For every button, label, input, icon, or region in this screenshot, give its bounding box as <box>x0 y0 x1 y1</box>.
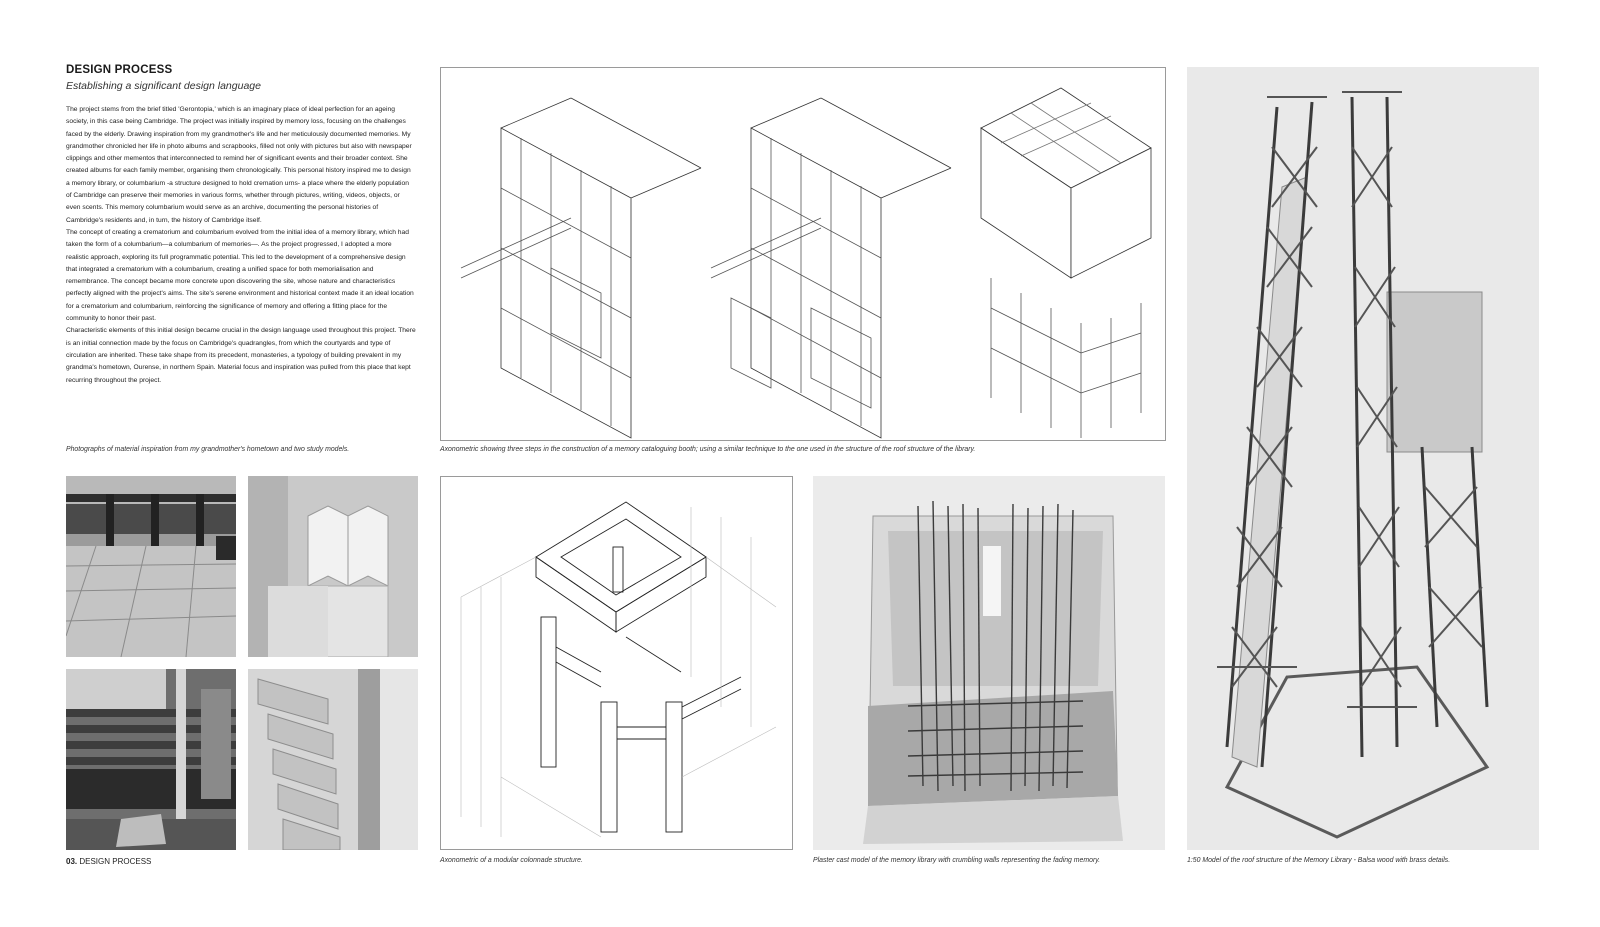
page-subtitle: Establishing a significant design language <box>66 80 261 92</box>
paragraph-1: The project stems from the brief titled 'Gerontopia,' which is an imaginary place of ideal perfection for an ageing society, in this case being Cambridge. The project was initially inspired by memory loss, focusing on the challenges faced by the elderly. Drawing inspiration from my grandmother's life and her meticulously documented memories. My grandmother chronicled her life in photo albums and scrapbooks, filled not only with pictures but also with newspaper clippings and other mementos that interconnected to remind her of significant events and their broader context. She created albums for each family member, organising them chronologically. This personal history inspired me to design a memory library, or columbarium -a structure designed to hold cremation urns- a place where the elderly population of Cambridge can preserve their memories in various forms, whether through pictures, writing, videos, objects, or even scents. This memory columbarium would serve as an archive, documenting the personal histories of Cambridge's residents and, in turn, the history of Cambridge itself. <box>66 106 412 224</box>
paragraph-3: Characteristic elements of this initial design became crucial in the design language used throughout this project. There is an initial connection made by the focus on Cambridge's quadrangles, from which the courtyards and type of circulation are inherited. These take shape from its precedent, monasteries, a typology of building prevalent in my grandma's hometown, Ourense, in northern Spain. Material focus and inspiration was pulled from this place that kept recurring throughout the project. <box>66 327 416 384</box>
photo-study-model-folded <box>248 476 418 657</box>
axonometric-colonnade-drawing <box>440 476 793 850</box>
photo-study-model-louvres <box>248 669 418 850</box>
page-number: 03. <box>66 857 78 866</box>
footer <box>66 857 151 866</box>
axonometric-three-steps-drawing <box>440 67 1166 441</box>
paragraph-2: The concept of creating a crematorium and columbarium evolved from the initial idea of a memory library, which had taken the form of a columbarium—a columbarium of memories—. As the project progressed, I adopted a more realistic approach, exploring its full programmatic potential. This led to the development of a comprehensive design that integrated a crematorium with a columbarium, creating a unified space for both memorialisation and remembrance. The concept became more concrete upon discovering the site, whose nature and characteristics perfectly aligned with the project's aims. The site's serene environment and historical context made it an ideal location for a crematorium and columbarium, reinforcing the significance of memory and offering a fitting place for the community to honor their past. <box>66 228 414 323</box>
caption-photos: Photographs of material inspiration from my grandmother's hometown and two study models. <box>66 446 350 453</box>
caption-axonometric-colonnade: Axonometric of a modular colonnade structure. <box>440 857 583 864</box>
footer-section: DESIGN PROCESS <box>79 857 152 866</box>
photo-roof-structure-model <box>1187 67 1539 850</box>
caption-plaster-model: Plaster cast model of the memory library with crumbling walls representing the fading memory. <box>813 857 1101 864</box>
caption-axonometric-three-steps: Axonometric showing three steps in the construction of a memory cataloguing booth; using a similar technique to the one used in the structure of the roof structure of the library. <box>440 446 976 453</box>
photo-wooden-house <box>66 669 236 850</box>
photo-terrace-railing <box>66 476 236 657</box>
page-title: DESIGN PROCESS <box>66 64 173 76</box>
caption-roof-model: 1:50 Model of the roof structure of the Memory Library - Balsa wood with brass details. <box>1187 857 1451 864</box>
photo-plaster-cast-model <box>813 476 1165 850</box>
body-text <box>66 104 416 387</box>
